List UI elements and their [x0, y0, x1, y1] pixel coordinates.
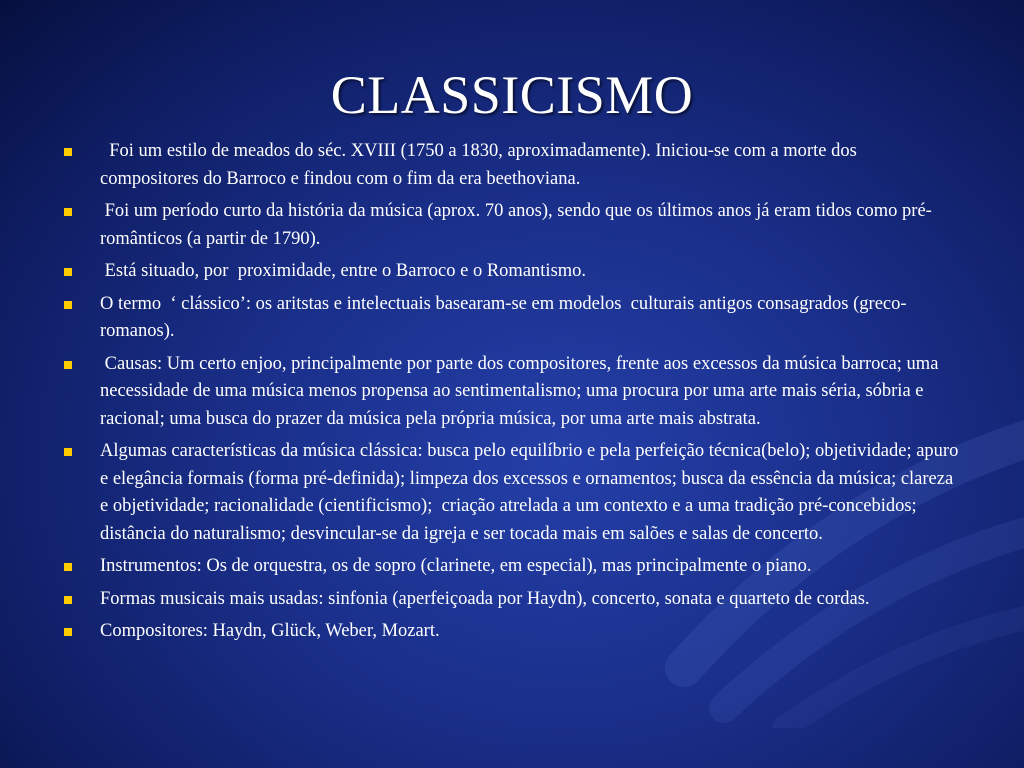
bullet-item [60, 351, 960, 434]
bullet-item [60, 438, 963, 548]
square-bullet-icon [64, 361, 72, 369]
square-bullet-icon [64, 301, 72, 309]
bullet-text: Está situado, por proximidade, entre o Barroco e o Romantismo. [100, 261, 587, 281]
square-bullet-icon [64, 208, 72, 216]
bullet-text: Foi um período curto da história da música (aprox. 70 anos), sendo que os últimos anos já eram tidos como pré-românticos (a partir de 1790). [100, 201, 932, 249]
bullet-item [60, 198, 960, 253]
square-bullet-icon [64, 596, 72, 604]
bullet-text: Foi um estilo de meados do séc. XVIII (1750 a 1830, aproximadamente). Iniciou-se com a morte dos compositores do Barroco e findou com o fim da era beethoviana. [100, 141, 862, 189]
bullet-item [60, 291, 960, 346]
bullet-text: Causas: Um certo enjoo, principalmente por parte dos compositores, frente aos excessos da música barroca; uma necessidade de uma música menos propensa ao sentimentalismo; uma procura por uma arte mais séria, sóbria e racional; uma busca do prazer da música pela própria música, por uma arte mais abstrata. [100, 353, 944, 429]
bullet-list [60, 138, 963, 651]
square-bullet-icon [64, 268, 72, 276]
bullet-item [60, 553, 960, 581]
square-bullet-icon [64, 628, 72, 636]
bullet-text: Compositores: Haydn, Glück, Weber, Mozart. [100, 621, 440, 641]
slide-title: CLASSICISMO [330, 65, 694, 125]
bullet-item [60, 618, 960, 646]
bullet-item [60, 138, 960, 193]
bullet-item [60, 586, 960, 614]
bullet-text: Formas musicais mais usadas: sinfonia (aperfeiçoada por Haydn), concerto, sonata e quarteto de cordas. [100, 588, 870, 609]
bullet-text: O termo ‘ clássico’: os aritstas e intelectuais basearam-se em modelos culturais antigos consagrados (greco-romanos). [100, 293, 907, 341]
square-bullet-icon [64, 148, 72, 156]
square-bullet-icon [64, 563, 72, 571]
bullet-text: Algumas características da música clássica: busca pelo equilíbrio e pela perfeição técnica(belo); objetividade; apuro e elegância formais (forma pré-definida); limpeza dos excessos e ornamentos; busca da essência da música; clareza e objetividade; racionalidade (cientificismo); criação atrelada a um contexto e a uma tradição pré-concebidos; distância do naturalismo; desvincular-se da igreja e ser tocada mais em salões e salas de concerto. [100, 441, 963, 544]
bullet-text: Instrumentos: Os de orquestra, os de sopro (clarinete, em especial), mas principalmente o piano. [100, 556, 812, 576]
square-bullet-icon [64, 448, 72, 456]
bullet-item [60, 258, 960, 286]
